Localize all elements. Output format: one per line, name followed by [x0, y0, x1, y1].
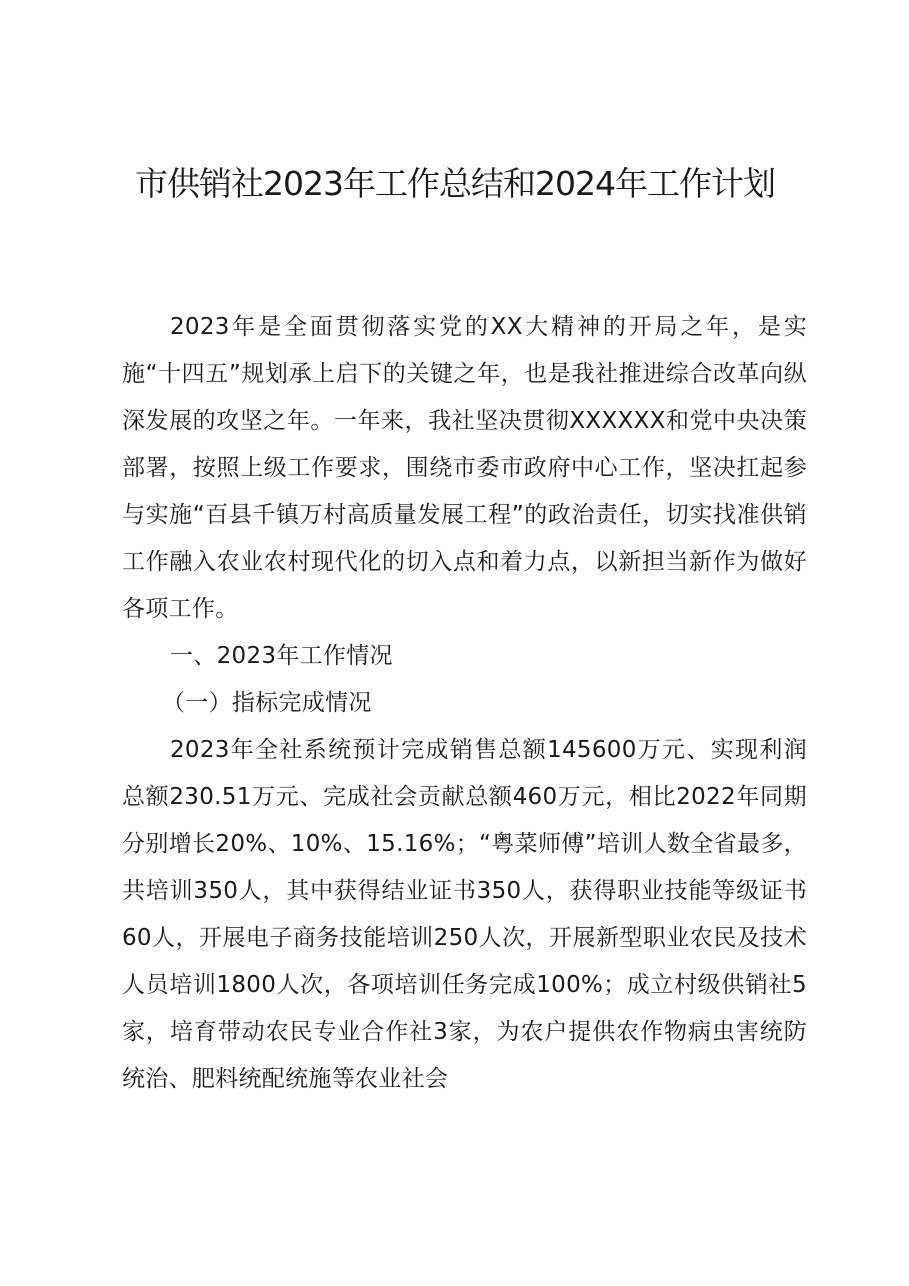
subsection-heading-1: （一）指标完成情况	[162, 690, 372, 716]
document-title: 市供销社2023年工作总结和2024年工作计划	[135, 164, 775, 203]
document-body	[122, 304, 807, 1103]
section-heading-1: 一、2023年工作情况	[170, 643, 393, 669]
indicator-paragraph: 2023年全社系统预计完成销售总额145600万元、实现利润总额230.51万元、完成社会贡献总额460万元，相比2022年同期分别增长20%、10%、15.16%；“粤菜师傅”培训人数全省最多，共培训350人，其中获得结业证书350人，获得职业技能等级证书60人，开展电子商务技能培训250人次，开展新型职业农民及技术人员培训1800人次，各项培训任务完成100%；成立村级供销社5家，培育带动农民专业合作社3家，为农户提供农作物病虫害统防统治、肥料统配统施等农业社会	[122, 737, 807, 1092]
intro-paragraph: 2023年是全面贯彻落实党的XX大精神的开局之年，是实施“十四五”规划承上启下的关键之年，也是我社推进综合改革向纵深发展的攻坚之年。一年来，我社坚决贯彻XXXXXX和党中央决策部署，按照上级工作要求，围绕市委市政府中心工作，坚决扛起参与实施“百县千镇万村高质量发展工程”的政治责任，切实找准供销工作融入农业农村现代化的切入点和着力点，以新担当新作为做好各项工作。	[122, 314, 807, 622]
